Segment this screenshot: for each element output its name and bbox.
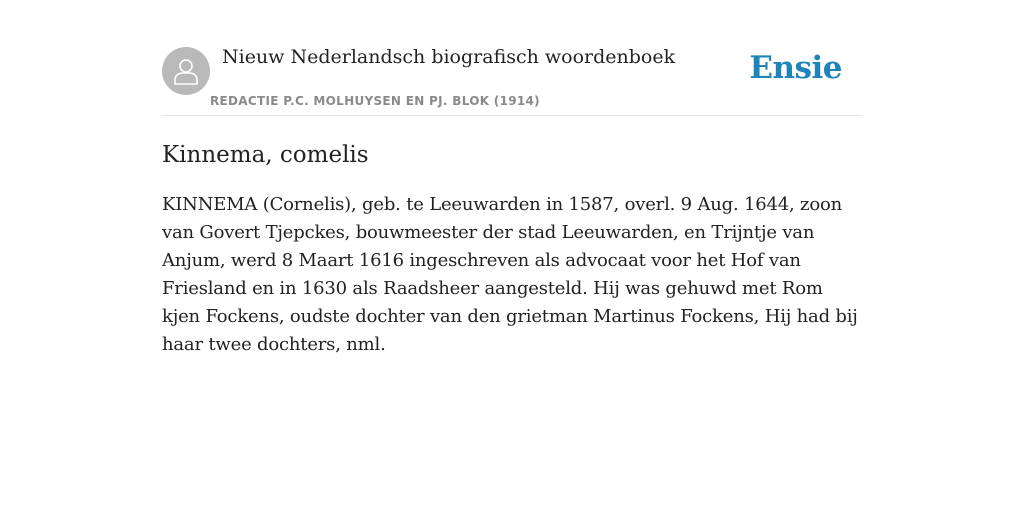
source-header — [162, 40, 862, 116]
ensie-logo[interactable]: Ensie — [749, 50, 842, 86]
source-subtitle: REDACTIE P.C. MOLHUYSEN EN PJ. BLOK (1914) — [210, 94, 540, 108]
entry-title: Kinnema, comelis — [162, 142, 369, 168]
user-silhouette-icon — [173, 57, 199, 85]
entry-body: KINNEMA (Cornelis), geb. te Leeuwarden in 1587, overl. 9 Aug. 1644, zoon van Govert Tjepckes, bouwmeester der stad Leeuwarden, en Trijntje van Anjum, werd 8 Maart 1616 ingeschreven als advocaat voor het Hof van Friesland en in 1630 als Raadsheer aangesteld. Hij was gehuwd met Rom kjen Fockens, oudste dochter van den grietman Martinus Fockens, Hij had bij haar twee dochters, nml. — [162, 194, 858, 355]
source-avatar[interactable] — [162, 47, 210, 95]
source-title[interactable]: Nieuw Nederlandsch biografisch woordenboek — [222, 46, 676, 68]
entry-card — [162, 40, 862, 359]
